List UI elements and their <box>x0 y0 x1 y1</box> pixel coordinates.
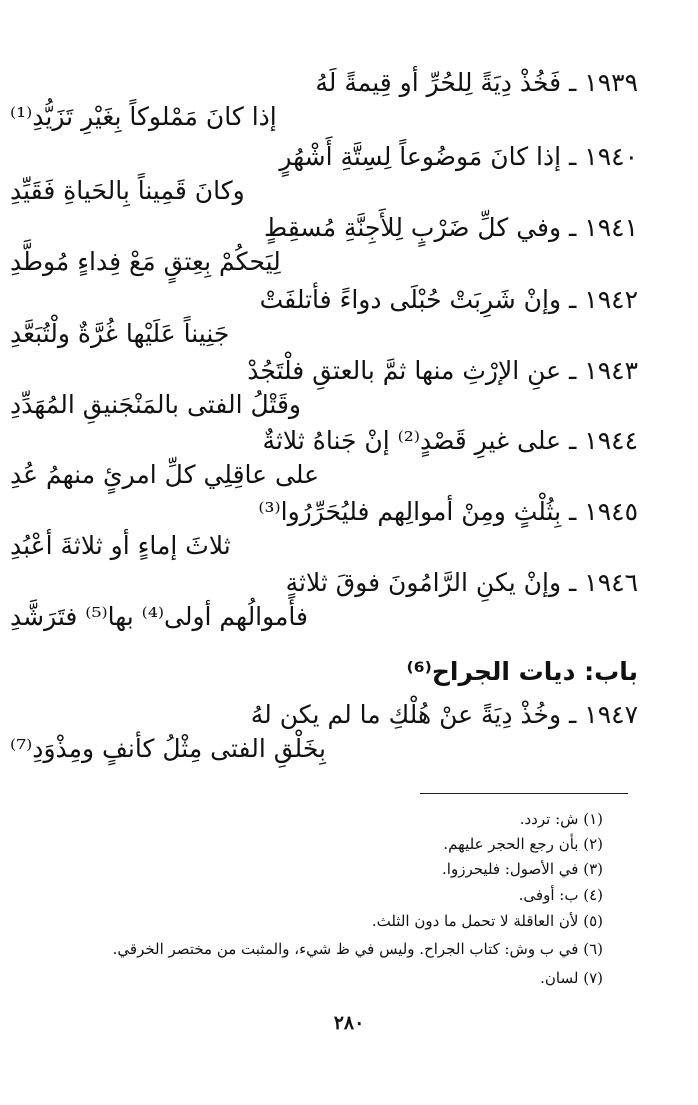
verse-1947-first-hemistich: ١٩٤٧ ـ وخُذْ دِيَةً عنْ هُلْكِ ما لم يكن لهُ <box>250 700 638 729</box>
verse-1940-second-hemistich: وكانَ قَمِيناً بِالحَياةِ فَقَيِّدِ <box>10 176 245 205</box>
verse-1939-second-hemistich: إذا كانَ مَمْلوكاً بِغَيْرِ تَزَيُّدِ⁽¹⁾ <box>10 102 277 131</box>
footnote-1: (١) ش: تردد. <box>519 810 603 828</box>
verse-1946-first-hemistich: ١٩٤٦ ـ وإنْ يكنِ الرَّامُونَ فوقَ ثلاثةٍ <box>285 568 638 597</box>
verse-1943-second-hemistich: وقَتْلُ الفتى بالمَنْجَنيقِ المُهَدِّدِ <box>10 390 301 419</box>
verse-1939-first-hemistich: ١٩٣٩ ـ فَخُذْ دِيَةً لِلحُرِّ أو قِيمةً لَهُ <box>315 68 638 97</box>
footnote-2: (٢) بأن رجع الحجر عليهم. <box>443 835 603 853</box>
verse-1945-first-hemistich: ١٩٤٥ ـ بِثُلْثٍ ومِنْ أموالِهم فليُحَرِّرُوا⁽³⁾ <box>258 497 638 526</box>
verse-1942-second-hemistich: جَنِيناً عَلَيْها غُرَّةٌ ولْتُبَعَّدِ <box>10 319 230 348</box>
footnote-separator <box>420 793 628 794</box>
verse-1946-second-hemistich: فأموالُهم أولى⁽⁴⁾ بها⁽⁵⁾ فتَرَشَّدِ <box>10 602 309 631</box>
footnote-7: (٧) لسان. <box>540 969 603 987</box>
footnote-6: (٦) في ب وش: كتاب الجراح. وليس في ظ شيء، والمثبت من مختصر الخرقي. <box>112 940 603 958</box>
verse-1945-second-hemistich: ثلاثَ إماءٍ أو ثلاثةَ أعْبُدِ <box>10 531 231 560</box>
footnote-4: (٤) ب: أوفى. <box>518 886 603 904</box>
footnote-5: (٥) لأن العاقلة لا تحمل ما دون الثلث. <box>371 912 603 930</box>
verse-1943-first-hemistich: ١٩٤٣ ـ عنِ الإرْثِ منها ثمَّ بالعتقِ فلْتَجُدْ <box>247 356 638 385</box>
verse-1940-first-hemistich: ١٩٤٠ ـ إذا كانَ مَوضُوعاً لِسِتَّةِ أَشْهُرٍ <box>279 142 638 171</box>
footnote-3: (٣) في الأصول: فليحرزوا. <box>442 860 603 878</box>
page-number: ٢٨٠ <box>333 1012 365 1034</box>
verse-1944-first-hemistich: ١٩٤٤ ـ على غيرِ قَصْدٍ⁽²⁾ إنْ جَناهُ ثلاثةٌ <box>262 426 638 455</box>
verse-1947-second-hemistich: بِخَلْقِ الفتى مِثْلُ كأنفٍ ومِذْوَدِ⁽⁷⁾ <box>10 734 326 763</box>
verse-1941-second-hemistich: لِيَحكُمْ بِعِتقٍ مَعْ فِداءٍ مُوطَّدِ <box>10 247 281 276</box>
section-heading: باب: ديات الجراح⁽⁶⁾ <box>406 657 638 686</box>
verse-1944-second-hemistich: على عاقِلِي كلِّ امرئٍ منهمُ عُدِ <box>10 460 320 489</box>
verse-1941-first-hemistich: ١٩٤١ ـ وفي كلِّ ضَرْبٍ لِلأَجِنَّةِ مُسقِطٍ <box>264 213 638 242</box>
verse-1942-first-hemistich: ١٩٤٢ ـ وإنْ شَرِبَتْ حُبْلَى دواءً فأتلفَتْ <box>259 285 638 314</box>
